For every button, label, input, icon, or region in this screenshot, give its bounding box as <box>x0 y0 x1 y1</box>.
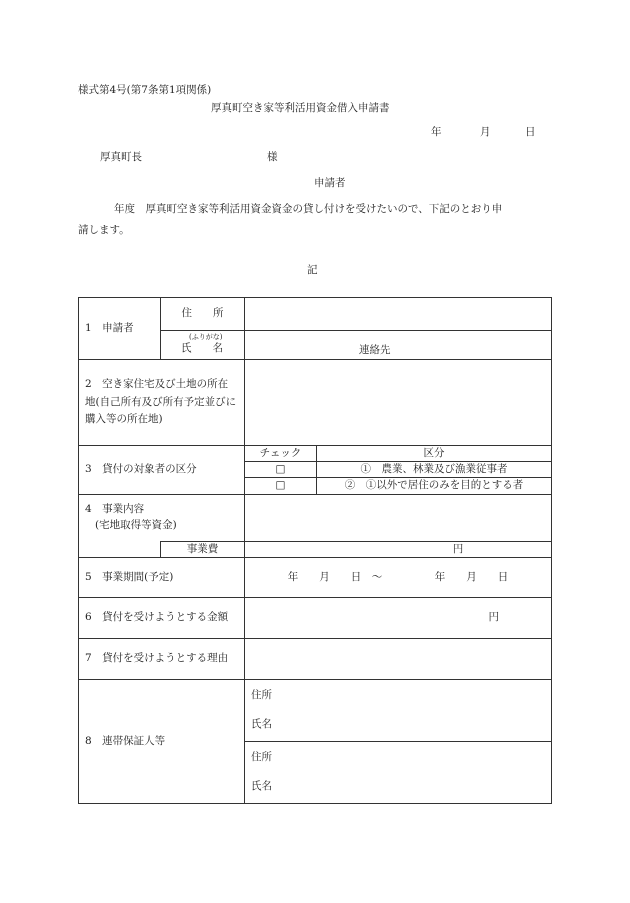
project-label-line-2: (宅地取得等資金) <box>95 518 177 531</box>
category-option-2: ② ①以外で居住のみを目的とする者 <box>317 478 552 494</box>
addressee: 厚真町長 <box>100 151 142 163</box>
period-label: 5 事業期間(予定) <box>79 557 245 597</box>
guarantor-label: 8 連帯保証人等 <box>79 679 245 803</box>
category-header: 区分 <box>317 446 552 462</box>
contact-label: 連絡先 <box>359 343 391 356</box>
address-field[interactable] <box>245 298 552 331</box>
project-cost-label: 事業費 <box>161 541 245 557</box>
address-label: 住 所 <box>161 298 245 331</box>
guarantor-1-field[interactable] <box>245 679 552 741</box>
reason-label: 7 貸付を受けようとする理由 <box>79 638 245 679</box>
name-field[interactable] <box>245 331 552 360</box>
intro-paragraph <box>78 199 548 241</box>
furigana-label: (ふりがな) <box>189 332 223 341</box>
location-label: 2 空き家住宅及び土地の所在地(自己所有及び所有予定並びに購入等の所在地) <box>79 360 245 446</box>
category-label: 3 貸付の対象者の区分 <box>79 446 245 495</box>
date-day: 日 <box>525 126 536 138</box>
date-year: 年 <box>431 126 442 138</box>
checkbox-option-2[interactable]: □ <box>245 478 317 494</box>
application-table <box>78 297 552 804</box>
amount-label: 6 貸付を受けようとする金額 <box>79 597 245 638</box>
amount-field[interactable] <box>245 597 552 638</box>
period-field[interactable]: 年 月 日 ～ 年 月 日 <box>245 557 552 597</box>
guarantor-2-field[interactable] <box>245 741 552 803</box>
category-option-1: ① 農業、林業及び漁業従事者 <box>317 462 552 478</box>
guarantor-1-address-label: 住所 <box>251 689 272 702</box>
project-label <box>79 494 245 541</box>
location-field[interactable] <box>245 360 552 446</box>
checkbox-option-1[interactable]: □ <box>245 462 317 478</box>
applicant-heading: 申請者 <box>314 177 346 189</box>
project-label-line-1: 4 事業内容 <box>85 503 145 516</box>
name-label: 氏 名 <box>181 341 223 354</box>
check-header: チェック <box>245 446 317 462</box>
intro-line-2: 請します。 <box>78 224 130 236</box>
applicant-label: 1 申請者 <box>79 298 161 360</box>
intro-line-1: 年度 厚真町空き家等利活用資金資金の貸し付けを受けたいので、下記のとおり申 <box>114 203 503 215</box>
form-title: 厚真町空き家等利活用資金借入申請書 <box>211 102 390 114</box>
name-label-cell <box>161 331 245 360</box>
project-field[interactable] <box>245 494 552 541</box>
reason-field[interactable] <box>245 638 552 679</box>
project-cost-yen: 円 <box>452 542 464 555</box>
project-cost-field[interactable] <box>245 541 552 557</box>
ki-heading: 記 <box>307 264 318 276</box>
honorific: 様 <box>267 151 278 163</box>
date-month: 月 <box>480 126 491 138</box>
project-label-spacer <box>79 541 161 557</box>
guarantor-1-name-label: 氏名 <box>251 718 272 731</box>
form-number: 様式第4号(第7条第1項関係) <box>78 84 212 96</box>
amount-yen: 円 <box>488 611 499 624</box>
guarantor-2-name-label: 氏名 <box>251 780 272 793</box>
guarantor-2-address-label: 住所 <box>251 751 272 764</box>
